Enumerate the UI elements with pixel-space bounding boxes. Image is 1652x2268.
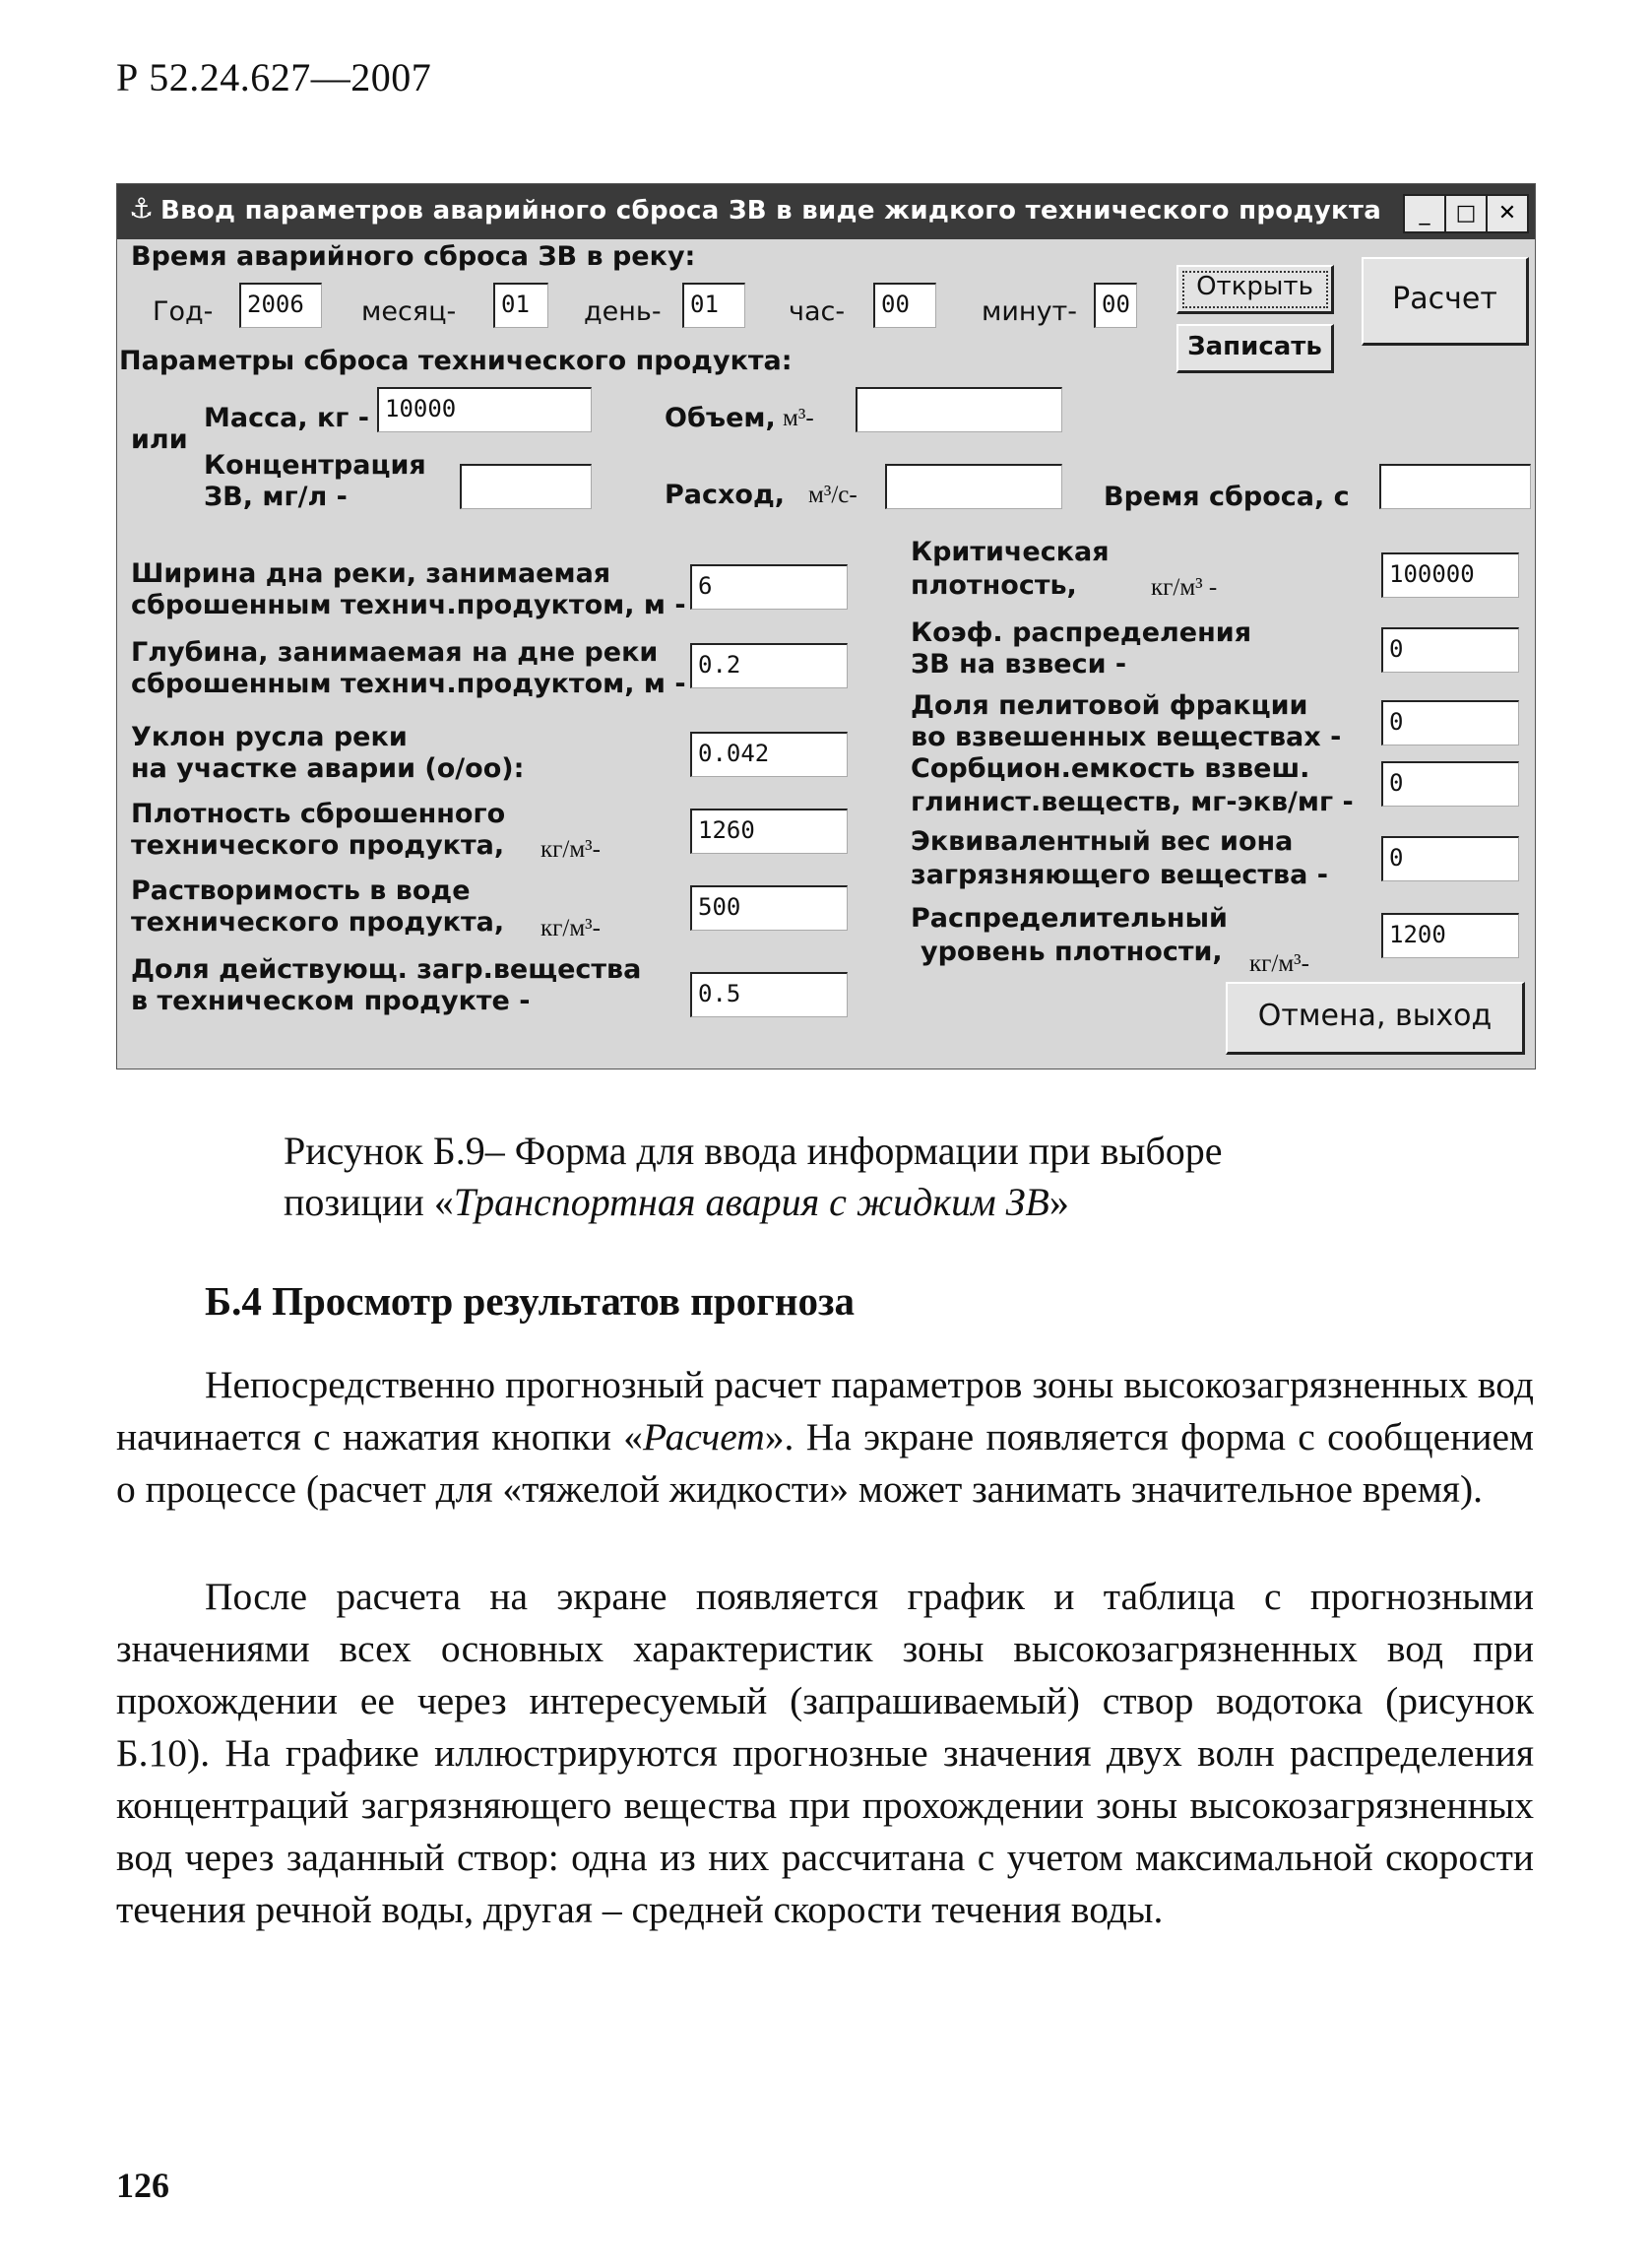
para1-part-a: Непосредственно прогнозный расчет параметров зоны высокозагрязненных вод начинается с нажатия кнопки «	[116, 1363, 1534, 1458]
left-field-5-line2: технического продукта,	[131, 907, 505, 938]
volume-label: Объем,	[665, 403, 776, 433]
page-number: 126	[116, 2166, 169, 2205]
right-field-5-line2: загрязняющего вещества -	[911, 860, 1328, 890]
maximize-button[interactable]: □	[1444, 194, 1488, 233]
year-input[interactable]: 2006	[239, 283, 322, 328]
day-input[interactable]: 01	[682, 283, 745, 328]
right-field-2-line2: ЗВ на взвеси -	[911, 649, 1127, 680]
left-field-3-line1: Уклон русла реки	[131, 722, 408, 752]
conc-label-line1: Концентрация	[204, 450, 426, 481]
distribution-coef-input[interactable]: 0	[1381, 627, 1519, 673]
cancel-exit-button[interactable]: Отмена, выход	[1226, 982, 1525, 1055]
section-heading: Б.4 Просмотр результатов прогноза	[205, 1278, 855, 1324]
sorption-capacity-input[interactable]: 0	[1381, 761, 1519, 807]
or-label: или	[131, 424, 188, 455]
calc-button[interactable]: Расчет	[1362, 257, 1529, 346]
left-field-1-line1: Ширина дна реки, занимаемая	[131, 558, 611, 589]
save-button[interactable]: Записать	[1176, 324, 1334, 373]
mass-input[interactable]: 10000	[377, 387, 592, 432]
paragraph-1	[116, 1359, 1534, 1516]
paragraph-2	[116, 1571, 1534, 1936]
left-field-1-line2: сброшенным технич.продуктом, м -	[131, 590, 686, 620]
flow-unit: м³/с-	[808, 482, 858, 508]
minimize-button[interactable]: _	[1403, 194, 1446, 233]
solubility-input[interactable]: 500	[690, 885, 848, 931]
year-label: Год-	[153, 296, 214, 327]
caption-prefix: позиции «	[284, 1180, 454, 1224]
document-header: Р 52.24.627—2007	[116, 55, 432, 99]
open-button[interactable]: Открыть	[1176, 265, 1334, 314]
left-field-2-line1: Глубина, занимаемая на дне реки	[131, 637, 659, 668]
hour-input[interactable]: 00	[873, 283, 936, 328]
volume-unit: м³-	[783, 405, 814, 431]
left-field-4-line1: Плотность сброшенного	[131, 799, 506, 829]
right-field-3-line1: Доля пелитовой фракции	[911, 690, 1308, 721]
distribution-level-input[interactable]: 1200	[1381, 913, 1519, 958]
density-input[interactable]: 1260	[690, 809, 848, 854]
release-time-input[interactable]	[1379, 464, 1531, 509]
slope-input[interactable]: 0.042	[690, 732, 848, 777]
right-field-1-line2: плотность,	[911, 570, 1077, 601]
month-input[interactable]: 01	[493, 283, 548, 328]
distribution-level-unit: кг/м³-	[1249, 950, 1309, 977]
time-label: Время аварийного сброса ЗВ в реку:	[131, 241, 696, 272]
flow-label: Расход,	[665, 480, 786, 510]
para1-part-b: ». На экране появляется форма с сообщением о процессе (расчет для «тяжелой жидкости» может занимать значительное время).	[116, 1415, 1534, 1511]
concentration-input[interactable]	[460, 464, 592, 509]
title-bar	[117, 184, 1535, 239]
caption-italic: Транспортная авария с жидким ЗВ	[453, 1180, 1049, 1224]
figure-caption-line1: Рисунок Б.9– Форма для ввода информации при выборе	[284, 1129, 1223, 1173]
left-field-6-line1: Доля действующ. загр.вещества	[131, 954, 642, 985]
right-field-2-line1: Коэф. распределения	[911, 617, 1252, 648]
depth-input[interactable]: 0.2	[690, 643, 848, 688]
river-width-input[interactable]: 6	[690, 564, 848, 610]
release-time-label: Время сброса, с	[1104, 482, 1350, 512]
hour-label: час-	[789, 296, 846, 327]
caption-suffix: »	[1048, 1180, 1069, 1224]
minute-label: минут-	[982, 296, 1078, 327]
left-field-3-line2: на участке аварии (о/оо):	[131, 753, 525, 784]
solubility-unit: кг/м³-	[540, 915, 601, 941]
app-icon: ⚓	[129, 192, 155, 225]
window-title: Ввод параметров аварийного сброса ЗВ в виде жидкого технического продукта	[160, 196, 1382, 226]
conc-label-line2: ЗВ, мг/л -	[204, 482, 348, 512]
left-field-6-line2: в техническом продукте -	[131, 986, 531, 1016]
critical-density-input[interactable]: 100000	[1381, 552, 1519, 598]
active-fraction-input[interactable]: 0.5	[690, 972, 848, 1017]
month-label: месяц-	[361, 296, 457, 327]
close-button[interactable]: ✕	[1486, 194, 1529, 233]
right-field-3-line2: во взвешенных веществах -	[911, 722, 1342, 752]
right-field-5-line1: Эквивалентный вес иона	[911, 826, 1294, 857]
right-field-6-line1: Распределительный	[911, 903, 1228, 934]
right-field-6-line2: уровень плотности,	[921, 937, 1223, 967]
flow-input[interactable]	[885, 464, 1062, 509]
right-field-1-line1: Критическая	[911, 537, 1110, 567]
day-label: день-	[584, 296, 662, 327]
pelite-fraction-input[interactable]: 0	[1381, 700, 1519, 745]
left-field-5-line1: Растворимость в воде	[131, 875, 471, 906]
left-field-4-line2: технического продукта,	[131, 830, 505, 861]
figure-caption-line2	[284, 1178, 1465, 1227]
para2-text: После расчета на экране появляется график и таблица с прогнозными значениями всех основных характеристик зоны высокозагрязненных вод при прохождении ее через интересуемый (запрашиваемый) створ водотока (рисунок Б.10). На графике иллюстрируются прогнозные значения двух волн распределения концентраций загрязняющего вещества при прохождении зоны высокозагрязненных вод через заданный створ: одна из них рассчитана с учетом максимальной скорости течения речной воды, другая – средней скорости течения воды.	[116, 1575, 1534, 1931]
right-field-4-line2: глинист.веществ, мг-экв/мг -	[911, 787, 1354, 817]
params-label: Параметры сброса технического продукта:	[119, 346, 793, 376]
critical-density-unit: кг/м³ -	[1151, 574, 1218, 601]
mass-label: Масса, кг -	[204, 403, 370, 433]
volume-input[interactable]	[856, 387, 1062, 432]
equivalent-weight-input[interactable]: 0	[1381, 836, 1519, 881]
minute-input[interactable]: 00	[1094, 283, 1137, 328]
left-field-2-line2: сброшенным технич.продуктом, м -	[131, 669, 686, 699]
density-unit: кг/м³-	[540, 836, 601, 863]
right-field-4-line1: Сорбцион.емкость взвеш.	[911, 753, 1310, 784]
para1-italic: Расчет	[642, 1415, 765, 1458]
dialog-window	[116, 183, 1536, 1069]
